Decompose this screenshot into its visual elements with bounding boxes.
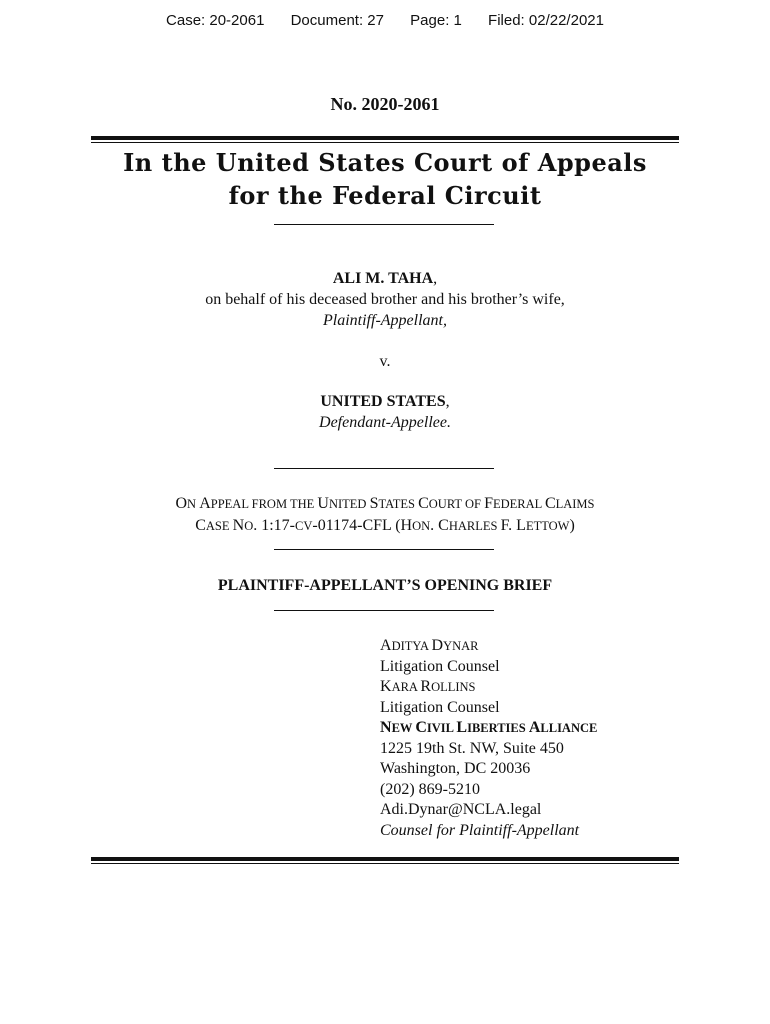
defendant-line <box>0 391 770 412</box>
page-label: Page: 1 <box>410 12 462 29</box>
appeal-origin <box>0 493 770 537</box>
divider-rule <box>274 610 494 611</box>
case-number: No. 2020-2061 <box>330 94 440 114</box>
divider-rule <box>274 549 494 550</box>
counsel-role: Counsel for Plaintiff-Appellant <box>380 821 580 839</box>
plaintiff-comma: , <box>433 270 438 287</box>
counsel-phone: (202) 869-5210 <box>380 780 480 798</box>
plaintiff-description: on behalf of his deceased brother and his brother’s wife, <box>205 291 565 308</box>
plaintiff-name: ALI M. TAHA <box>332 270 434 287</box>
counsel-organization: NEW CIVIL LIBERTIES ALLIANCE <box>380 719 598 736</box>
counsel-address-2: Washington, DC 20036 <box>380 760 531 777</box>
counsel-block <box>380 636 597 841</box>
bottom-double-rule <box>91 857 679 864</box>
counsel-email: Adi.Dynar@NCLA.legal <box>380 801 542 818</box>
defendant-name: UNITED STATES <box>320 393 446 410</box>
counsel-title-1: Litigation Counsel <box>380 657 500 675</box>
plaintiff-role: Plaintiff-Appellant, <box>323 312 447 329</box>
versus: v. <box>379 353 391 370</box>
filing-header-stamp <box>0 12 770 29</box>
court-title <box>0 146 770 212</box>
court-title-line1: In the United States Court of Appeals <box>123 148 647 177</box>
parties-block <box>0 268 770 331</box>
counsel-address-1: 1225 19th St. NW, Suite 450 <box>380 739 564 757</box>
counsel-title-2: Litigation Counsel <box>380 698 500 716</box>
court-title-line2: for the Federal Circuit <box>228 181 542 210</box>
case-label: Case: 20-2061 <box>166 12 265 29</box>
counsel-name-1: ADITYA DYNAR <box>380 637 479 654</box>
appeal-line-1: ON APPEAL FROM THE UNITED STATES COURT OF FEDERAL CLAIMS <box>175 495 595 512</box>
brief-title: PLAINTIFF-APPELLANT’S OPENING BRIEF <box>217 577 553 594</box>
counsel-name-2: KARA ROLLINS <box>380 678 476 695</box>
top-double-rule <box>91 136 679 143</box>
defendant-comma: , <box>445 393 450 410</box>
appeal-line-2: CASE NO. 1:17-CV-01174-CFL (HON. CHARLES F. LETTOW) <box>195 517 575 534</box>
defendant-block <box>0 391 770 433</box>
plaintiff-line <box>0 268 770 289</box>
divider-rule <box>274 468 494 469</box>
divider-rule <box>274 224 494 225</box>
filed-label: Filed: 02/22/2021 <box>488 12 604 29</box>
document-label: Document: 27 <box>290 12 384 29</box>
defendant-role: Defendant-Appellee. <box>319 414 451 431</box>
